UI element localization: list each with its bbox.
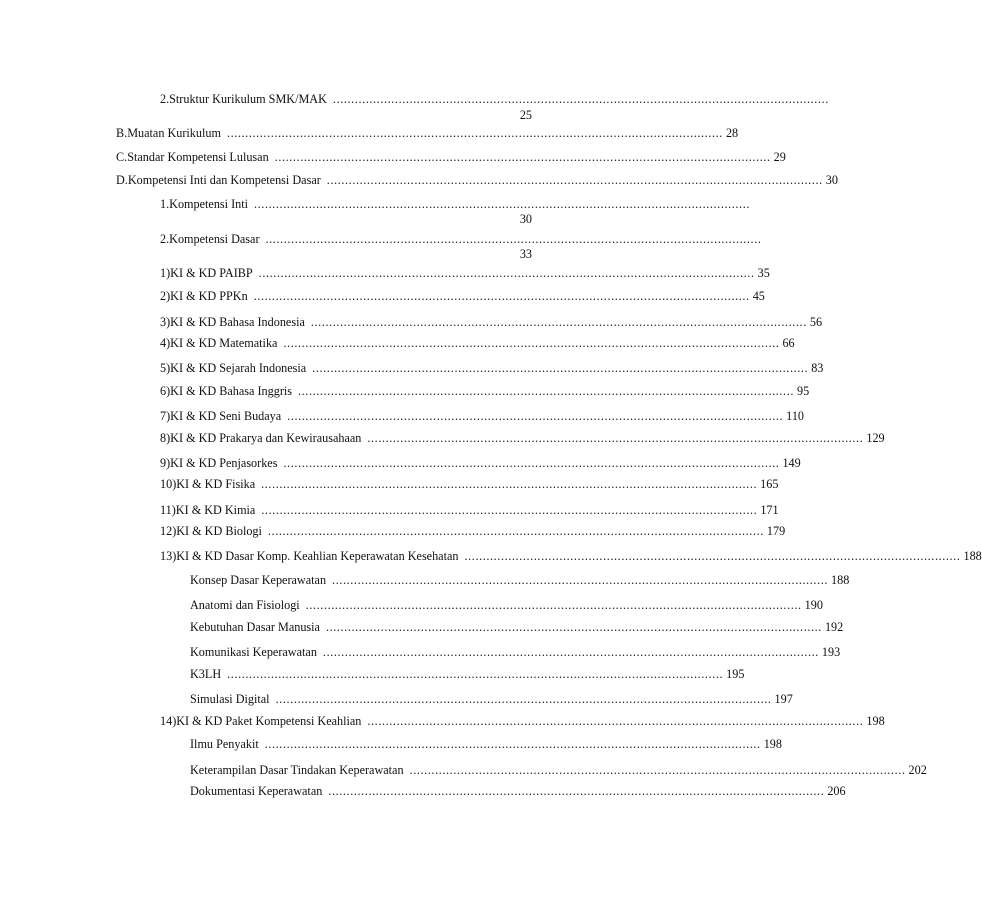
- toc-entry-number: 2): [160, 289, 171, 303]
- toc-entry-page: 198: [866, 714, 885, 728]
- toc-entry-page-wrapped: 30: [519, 212, 532, 226]
- toc-leader-dots: ........................................................................................................................................: [409, 763, 906, 777]
- toc-entry-bahasa-indonesia[interactable]: [160, 315, 823, 330]
- toc-entry-ppkn[interactable]: [160, 289, 765, 304]
- toc-entry-number: B.: [116, 126, 128, 140]
- toc-subentry-konsep-dasar[interactable]: [190, 573, 850, 588]
- toc-entry-page: 149: [782, 456, 801, 470]
- toc-entry-page: 28: [725, 126, 739, 140]
- toc-entry-label: KI & KD Bahasa Inggris: [170, 384, 293, 398]
- toc-entry-muatan-kurikulum[interactable]: [116, 126, 739, 141]
- toc-entry-number: 1.: [160, 197, 170, 211]
- toc-leader-dots: ........................................................................................................................................: [261, 503, 758, 517]
- toc-entry-label: Anatomi dan Fisiologi: [190, 598, 300, 612]
- toc-entry-page: 165: [760, 477, 779, 491]
- toc-leader-dots: ........................................................................................................................................: [283, 336, 780, 350]
- toc-leader-dots: ........................................................................................................................................: [312, 361, 809, 375]
- toc-leader-dots: ........................................................................................................................................: [253, 289, 750, 303]
- toc-entry-page: 83: [811, 361, 824, 375]
- toc-entry-number: 13): [160, 549, 177, 563]
- toc-leader-dots: ........................................................................................................................................: [326, 173, 823, 187]
- toc-leader-dots: ........................................................................................................................................: [258, 266, 755, 280]
- toc-entry-label: KI & KD Fisika: [176, 477, 256, 491]
- toc-entry-page-wrapped: 33: [519, 247, 532, 261]
- toc-entry-number: 3): [160, 315, 171, 329]
- toc-leader-dots: ........................................................................................................................................: [283, 456, 780, 470]
- toc-entry-label: KI & KD PPKn: [170, 289, 248, 303]
- toc-entry-page: 202: [908, 763, 927, 777]
- toc-entry-label: Keterampilan Dasar Tindakan Keperawatan: [190, 763, 404, 777]
- toc-entry-prakarya[interactable]: [160, 431, 885, 446]
- toc-entry-page: 179: [766, 524, 786, 538]
- toc-leader-dots: ........................................................................................................................................: [274, 150, 771, 164]
- toc-entry-page: 56: [809, 315, 823, 329]
- toc-leader-dots: ........................................................................................................................................: [275, 692, 772, 706]
- toc-entry-label: Ilmu Penyakit: [190, 737, 259, 751]
- toc-entry-number: 7): [160, 409, 171, 423]
- toc-subentry-simulasi-digital[interactable]: [190, 692, 793, 707]
- toc-leader-dots: ........................................................................................................................................: [464, 549, 961, 563]
- toc-entry-penjasorkes[interactable]: [160, 456, 801, 471]
- toc-entry-label: KI & KD Kimia: [175, 503, 256, 517]
- toc-entry-number: 12): [160, 524, 177, 538]
- toc-entry-label: Simulasi Digital: [190, 692, 270, 706]
- toc-entry-number: 1): [160, 266, 171, 280]
- toc-leader-dots: ........................................................................................................................................: [287, 409, 784, 423]
- toc-leader-dots: ........................................................................................................................................: [267, 524, 764, 538]
- toc-entry-page: 206: [827, 784, 846, 798]
- toc-entry-page: 35: [757, 266, 770, 280]
- toc-leader-dots: ........................................................................................................................................: [367, 431, 864, 445]
- toc-entry-ki-kd[interactable]: [116, 173, 838, 188]
- toc-leader-dots: ........................................................................................................................................: [367, 714, 864, 728]
- toc-entry-label: KI & KD Sejarah Indonesia: [170, 361, 307, 375]
- toc-leader-dots: ........................................................................................................................................: [332, 573, 829, 587]
- toc-entry-label: Dokumentasi Keperawatan: [190, 784, 323, 798]
- toc-entry-number: 2.: [160, 92, 170, 106]
- toc-leader-dots: ........................................................................................................................................: [328, 784, 825, 798]
- toc-entry-page-wrapped: 25: [519, 108, 532, 122]
- toc-entry-page: 192: [824, 620, 844, 634]
- toc-leader-dots: ........................................................................................................................................: [325, 620, 822, 634]
- toc-entry-label: Struktur Kurikulum SMK/MAK: [169, 92, 327, 106]
- toc-subentry-anatomi[interactable]: [190, 598, 823, 613]
- toc-entry-seni-budaya[interactable]: [160, 409, 805, 424]
- toc-entry-page: 29: [773, 150, 786, 164]
- toc-leader-dots: ........................................................................................................................................: [226, 126, 723, 140]
- toc-leader-dots: ........................................................................................................................................: [332, 92, 829, 106]
- toc-entry-label: Kompetensi Inti dan Kompetensi Dasar: [127, 173, 321, 187]
- toc-subentry-k3lh[interactable]: [190, 667, 745, 682]
- toc-entry-matematika[interactable]: [160, 336, 795, 351]
- toc-subentry-komunikasi[interactable]: [190, 645, 841, 660]
- toc-entry-page: 66: [782, 336, 795, 350]
- toc-entry-label: KI & KD Dasar Komp. Keahlian Keperawatan Kesehatan: [176, 549, 459, 563]
- toc-entry-number: 6): [160, 384, 171, 398]
- toc-entry-page: 188: [831, 573, 850, 587]
- toc-entry-paibp[interactable]: [160, 266, 770, 281]
- toc-entry-number: 10): [160, 477, 177, 491]
- toc-entry-bahasa-inggris[interactable]: [160, 384, 810, 399]
- toc-entry-biologi[interactable]: [160, 524, 786, 539]
- toc-entry-number: 14): [160, 714, 177, 728]
- toc-leader-dots: ........................................................................................................................................: [261, 477, 758, 491]
- toc-entry-dasar-komp-keahlian[interactable]: [160, 549, 982, 564]
- toc-subentry-kebutuhan-dasar[interactable]: [190, 620, 844, 635]
- toc-entry-label: K3LH: [190, 667, 222, 681]
- toc-entry-kompetensi-inti[interactable]: [160, 197, 750, 212]
- toc-entry-page: 188: [963, 549, 982, 563]
- toc-entry-label: KI & KD Biologi: [176, 524, 262, 538]
- toc-entry-label: Komunikasi Keperawatan: [190, 645, 317, 659]
- toc-entry-kimia[interactable]: [160, 503, 779, 518]
- toc-entry-label: Konsep Dasar Keperawatan: [190, 573, 327, 587]
- toc-entry-page: 129: [866, 431, 885, 445]
- toc-entry-label: Kompetensi Dasar: [169, 232, 260, 246]
- toc-entry-fisika[interactable]: [160, 477, 779, 492]
- toc-leader-dots: ........................................................................................................................................: [265, 232, 762, 246]
- toc-entry-page: 195: [726, 667, 745, 681]
- toc-leader-dots: ........................................................................................................................................: [305, 598, 802, 612]
- toc-entry-page: 171: [760, 503, 779, 517]
- toc-entry-struktur-kurikulum[interactable]: [160, 92, 829, 107]
- toc-entry-label: KI & KD PAIBP: [170, 266, 253, 280]
- toc-leader-dots: ........................................................................................................................................: [310, 315, 807, 329]
- toc-entry-label: Kompetensi Inti: [169, 197, 249, 211]
- toc-entry-number: 11): [160, 503, 176, 517]
- toc-entry-number: D.: [116, 173, 128, 187]
- toc-subentry-keterampilan-dasar[interactable]: [190, 763, 927, 778]
- toc-entry-number: C.: [116, 150, 128, 164]
- toc-entry-page: 190: [804, 598, 823, 612]
- toc-entry-number: 9): [160, 456, 171, 470]
- toc-entry-kompetensi-dasar[interactable]: [160, 232, 762, 247]
- toc-subentry-dokumentasi[interactable]: [190, 784, 846, 799]
- toc-entry-page: 45: [752, 289, 765, 303]
- toc-entry-page: 198: [763, 737, 782, 751]
- toc-entry-number: 2.: [160, 232, 170, 246]
- toc-entry-paket-kompetensi[interactable]: [160, 714, 885, 729]
- toc-entry-number: 5): [160, 361, 171, 375]
- toc-entry-sejarah-indonesia[interactable]: [160, 361, 824, 376]
- toc-entry-label: Muatan Kurikulum: [127, 126, 221, 140]
- toc-entry-page: 197: [774, 692, 793, 706]
- toc-entry-label: KI & KD Paket Kompetensi Keahlian: [176, 714, 362, 728]
- toc-entry-page: 30: [825, 173, 838, 187]
- toc-leader-dots: ........................................................................................................................................: [254, 197, 750, 211]
- toc-entry-label: KI & KD Matematika: [170, 336, 278, 350]
- toc-leader-dots: ........................................................................................................................................: [298, 384, 794, 398]
- toc-leader-dots: ........................................................................................................................................: [264, 737, 761, 751]
- toc-entry-number: 8): [160, 431, 171, 445]
- toc-subentry-ilmu-penyakit[interactable]: [190, 737, 782, 752]
- toc-entry-standar-kompetensi-lulusan[interactable]: [116, 150, 786, 165]
- toc-entry-page: 193: [821, 645, 841, 659]
- toc-entry-number: 4): [160, 336, 171, 350]
- toc-entry-label: KI & KD Penjasorkes: [170, 456, 278, 470]
- toc-entry-label: KI & KD Prakarya dan Kewirausahaan: [170, 431, 362, 445]
- toc-entry-label: Standar Kompetensi Lulusan: [127, 150, 269, 164]
- toc-entry-label: KI & KD Seni Budaya: [170, 409, 282, 423]
- toc-leader-dots: ........................................................................................................................................: [227, 667, 724, 681]
- toc-entry-label: KI & KD Bahasa Indonesia: [170, 315, 305, 329]
- toc-entry-label: Kebutuhan Dasar Manusia: [190, 620, 320, 634]
- toc-entry-page: 110: [786, 409, 805, 423]
- toc-leader-dots: ........................................................................................................................................: [322, 645, 819, 659]
- toc-entry-page: 95: [797, 384, 810, 398]
